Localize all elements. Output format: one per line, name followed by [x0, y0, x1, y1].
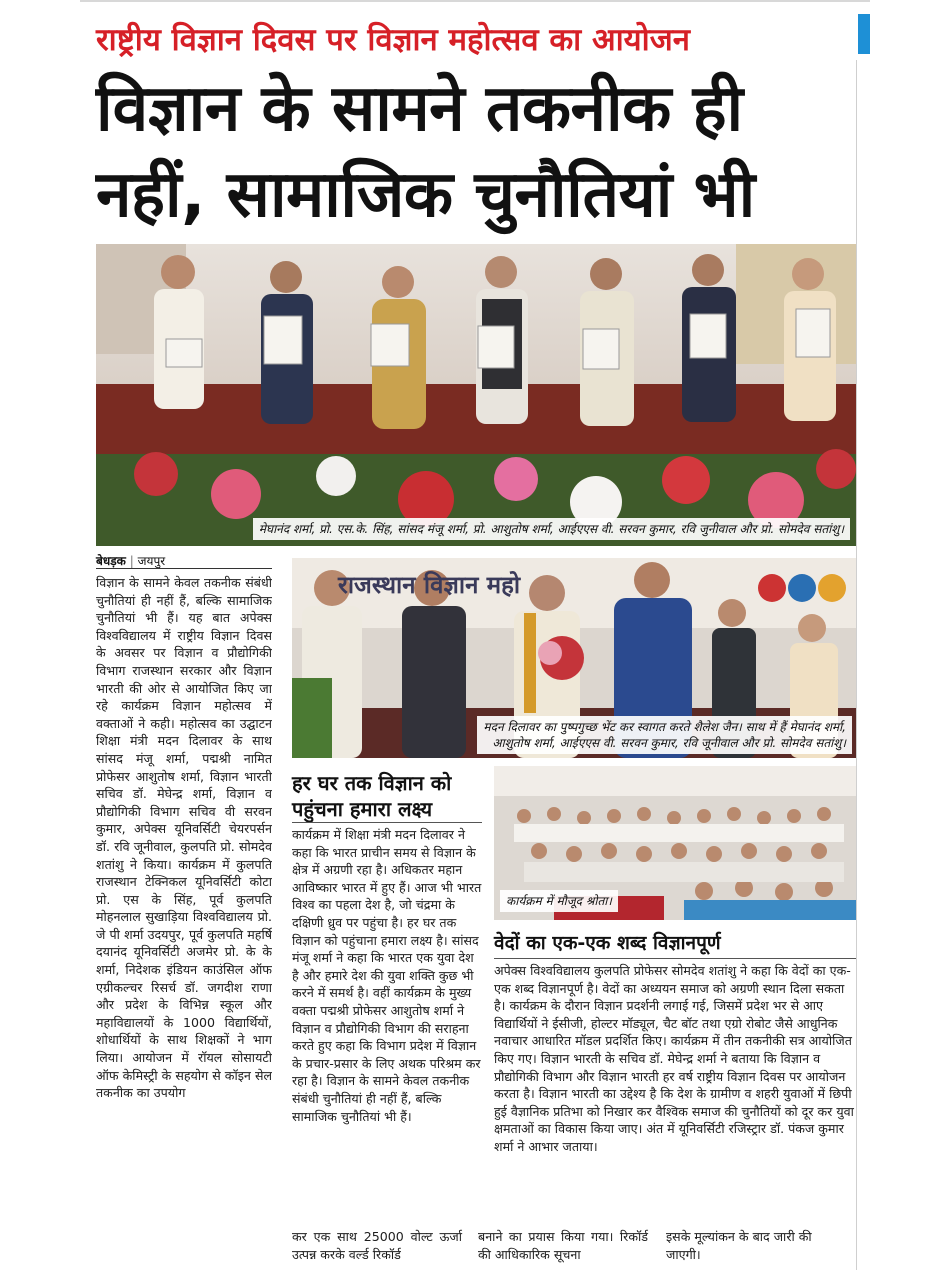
- article-column-1: [96, 574, 272, 1226]
- page-accent-bar: [858, 14, 870, 54]
- stage-photo-image: [96, 244, 856, 546]
- section-2-heading-rule: [292, 822, 482, 823]
- headline-line-1: विज्ञान के सामने तकनीक ही: [96, 72, 743, 146]
- bottom-column-4: इसके मूल्यांकन के बाद जारी की जाएगी।: [666, 1229, 812, 1262]
- section-3-heading: वेदों का एक-एक शब्द विज्ञानपूर्ण: [494, 932, 721, 954]
- byline-city: जयपुर: [137, 554, 166, 568]
- banner-text: राजस्थान विज्ञान महो: [338, 571, 521, 599]
- main-headline: [96, 66, 856, 238]
- byline-separator: |: [129, 554, 134, 568]
- headline-line-2: नहीं, सामाजिक चुनौतियां भी: [96, 158, 755, 232]
- main-photo-caption: मेघानंद शर्मा, प्रो. एस.के. सिंह, सांसद मंजू शर्मा, प्रो. आशुतोष शर्मा, आईएएस वी. सरवन कुमार, रवि जुनीवाल और प्रो. सोमदेव सतांशु।: [253, 518, 850, 540]
- byline-source: बेधड़क: [96, 554, 126, 568]
- section-3-text: अपेक्स विश्वविद्यालय कुलपति प्रोफेसर सोमदेव शतांशु ने कहा कि वेदों का एक-एक शब्द विज्ञानपूर्ण है। वेदों का अध्ययन समाज को अग्रणी स्थान दिला सकता है। कार्यक्रम के दौरान विज्ञान प्रदर्शनी लगाई गई, जिसमें प्रदेश भर से आए विद्यार्थियों ने ईसीजी, होल्टर मॉड्यूल, चैट बॉट तथा एग्रो रोबोट जैसे आधुनिक नवाचार आधारित मॉडल प्रदर्शित किए। कार्यक्रम में तीन तकनीकी सत्र आयोजित किए गए। विज्ञान भारती के सचिव डॉ. मेघेन्द्र शर्मा ने बताया कि विज्ञान व प्रौद्योगिकी विभाग और विज्ञान भारती हर वर्ष राष्ट्रीय विज्ञान दिवस पर आयोजन करता है। विज्ञान भारती का उद्देश्य है कि देश के ग्रामीण व शहरी युवाओं में छिपी हुई वैज्ञानिक प्रतिभा को निखार कर वैश्विक समाज की चुनौतियों को दूर कर युवा क्षमताओं का विकास किया जाए। अंत में यूनिवर्सिटी रजिस्ट्रार डॉ. पंकज कुमार शर्मा ने आभार जताया।: [494, 963, 854, 1154]
- section-2-heading-line-1: हर घर तक विज्ञान को: [292, 771, 452, 795]
- article-column-1-text: विज्ञान के सामने केवल तकनीक संबंधी चुनौतियां ही नहीं हैं, बल्कि सामाजिक चुनौतियां भी हैं। यह बात अपेक्स विश्वविद्यालय में राष्ट्रीय विज्ञान दिवस के अवसर पर विज्ञान व प्रौद्योगिकी विभाग राजस्थान सरकार और विज्ञान भारती की ओर से आयोजित किए जा रहे कार्यक्रम विज्ञान महोत्सव में वक्ताओं ने कही। महोत्सव का उद्घाटन शिक्षा मंत्री मदन दिलावर के साथ सांसद मंजू शर्मा, पद्मश्री नामित प्रोफेसर आशुतोष शर्मा, विज्ञान भारती सचिव डॉ. मेघेन्द्र शर्मा, विज्ञान व प्रौद्योगिकी विभाग सचिव वी सरवन कुमार, अपेक्स यूनिवर्सिटी चेयरपर्सन डॉ. रवि जूनीवाल, कुलपति प्रो. सोमदेव शतांशु ने किया। कार्यक्रम में कुलपति राजस्थान टेक्निकल यूनिवर्सिटी कोटा प्रो. एस के सिंह, पूर्व कुलपति मोहनलाल सुखाड़िया विश्वविद्यालय प्रो. जे पी शर्मा उदयपुर, पूर्व कुलपति महर्षि दयानंद यूनिवर्सिटी अजमेर प्रो. के के शर्मा, निदेशक इंडियन काउंसिल ऑफ एग्रीकल्चर रिसर्च डॉ. जगदीश राणा और प्रदेश के विभिन्न स्कूल और महाविद्यालयों के 1000 विद्यार्थियों, शोधार्थियों के साथ शिक्षकों ने भाग लिया। आयोजन में रॉयल सोसायटी ऑफ केमिस्ट्री के सहयोग से कॉइन सेल तकनीक का उपयोग: [96, 575, 272, 1101]
- second-photo-caption-line-1: मदन दिलावर का पुष्पगुच्छ भेंट कर स्वागत करते शैलेश जैन। साथ में हैं मेघानंद शर्मा,: [483, 720, 846, 734]
- bottom-column-3: बनाने का प्रयास किया गया। रिकॉर्ड की आधिकारिक सूचना: [478, 1229, 648, 1262]
- section-3-heading-rule: [494, 958, 856, 959]
- audience-photo-caption: कार्यक्रम में मौजूद श्रोता।: [500, 890, 618, 912]
- section-2-body: [292, 826, 482, 1196]
- audience-photo: [494, 766, 856, 920]
- kicker-headline: राष्ट्रीय विज्ञान दिवस पर विज्ञान महोत्सव का आयोजन: [96, 22, 690, 58]
- top-border: [80, 0, 870, 2]
- bottom-column-2: कर एक साथ 25000 वोल्ट ऊर्जा उत्पन्न करके वर्ल्ड रिकॉर्ड: [292, 1229, 462, 1262]
- section-3-body: [494, 962, 856, 1198]
- second-photo-caption-line-2: आशुतोष शर्मा, आईएएस वी. सरवन कुमार, रवि जूनीवाल और प्रो. सोमदेव सतांशु।: [492, 736, 846, 750]
- section-2-text: कार्यक्रम में शिक्षा मंत्री मदन दिलावर ने कहा कि भारत प्राचीन समय से विज्ञान के क्षेत्र में अग्रणी रहा है। अधिकतर महान आविष्कार भारत में हुए हैं। आज भी भारत विश्व का पहला देश है, जो चंद्रमा के दक्षिणी ध्रुव पर पहुंचा है। हर घर तक विज्ञान को पहुंचाना हमारा लक्ष्य है। सांसद मंजू शर्मा ने कहा कि भारत एक युवा देश है और हमारे देश की युवा शक्ति कुछ भी करने में समर्थ है। वहीं कार्यक्रम के मुख्य वक्ता पद्मश्री प्रोफेसर आशुतोष शर्मा ने विज्ञान व प्रौद्योगिकी विभाग की सराहना करते हुए कहा कि विभाग प्रदेश में विज्ञान के प्रचार-प्रसार के लिए अथक परिश्रम कर रहा है। विज्ञान के सामने केवल तकनीक संबंधी चुनौतियां ही नहीं हैं, बल्कि सामाजिक चुनौतियां भी हैं।: [292, 827, 482, 1124]
- byline: [96, 552, 165, 569]
- section-2-heading-line-2: पहुंचना हमारा लक्ष्य: [292, 797, 433, 821]
- second-photo-caption: [477, 716, 852, 754]
- column-divider: [856, 60, 857, 1270]
- second-photo: [292, 558, 856, 758]
- section-2-heading: [292, 770, 482, 822]
- byline-rule: [96, 568, 272, 569]
- main-photo: [96, 244, 856, 546]
